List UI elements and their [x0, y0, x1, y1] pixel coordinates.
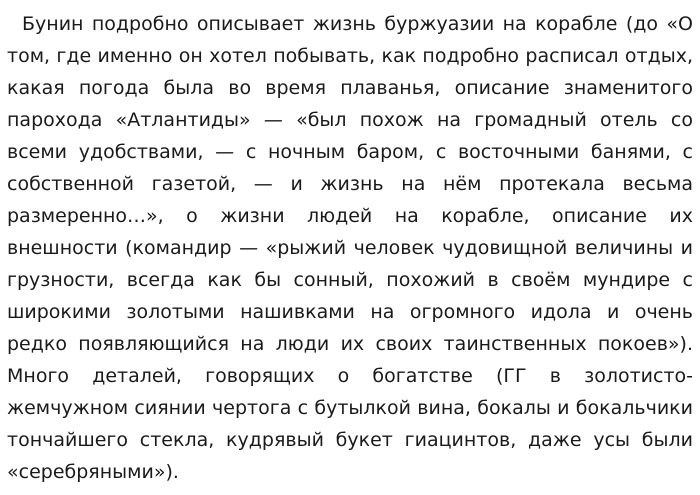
- body-paragraph: Бунин подробно описывает жизнь буржуазии на корабле (до «О том, где именно он хотел побывать, как подробно расписал отдых, какая погода была во время плаванья, описание знаменитого парохода «Атлантиды» — «был похож на громадный отель со всеми удобствами, — с ночным баром, с восточными банями, с собственной газетой, — и жизнь на нём протекала весьма размеренно…», о жизни людей на корабле, описание их внешности (командир — «рыжий человек чудовищной величины и грузности, всегда как бы сонный, похожий в своём мундире с широкими золотыми нашивками на огромного идола и очень редко появляющийся на люди их своих таинственных покоев»). Много деталей, говорящих о богатстве (ГГ в золотисто-жемчужном сиянии чертога с бутылкой вина, бокалы и бокальчики тончайшего стекла, кудрявый букет гиацинтов, даже усы были «серебряными»).: [7, 13, 693, 483]
- document-page: [7, 8, 693, 488]
